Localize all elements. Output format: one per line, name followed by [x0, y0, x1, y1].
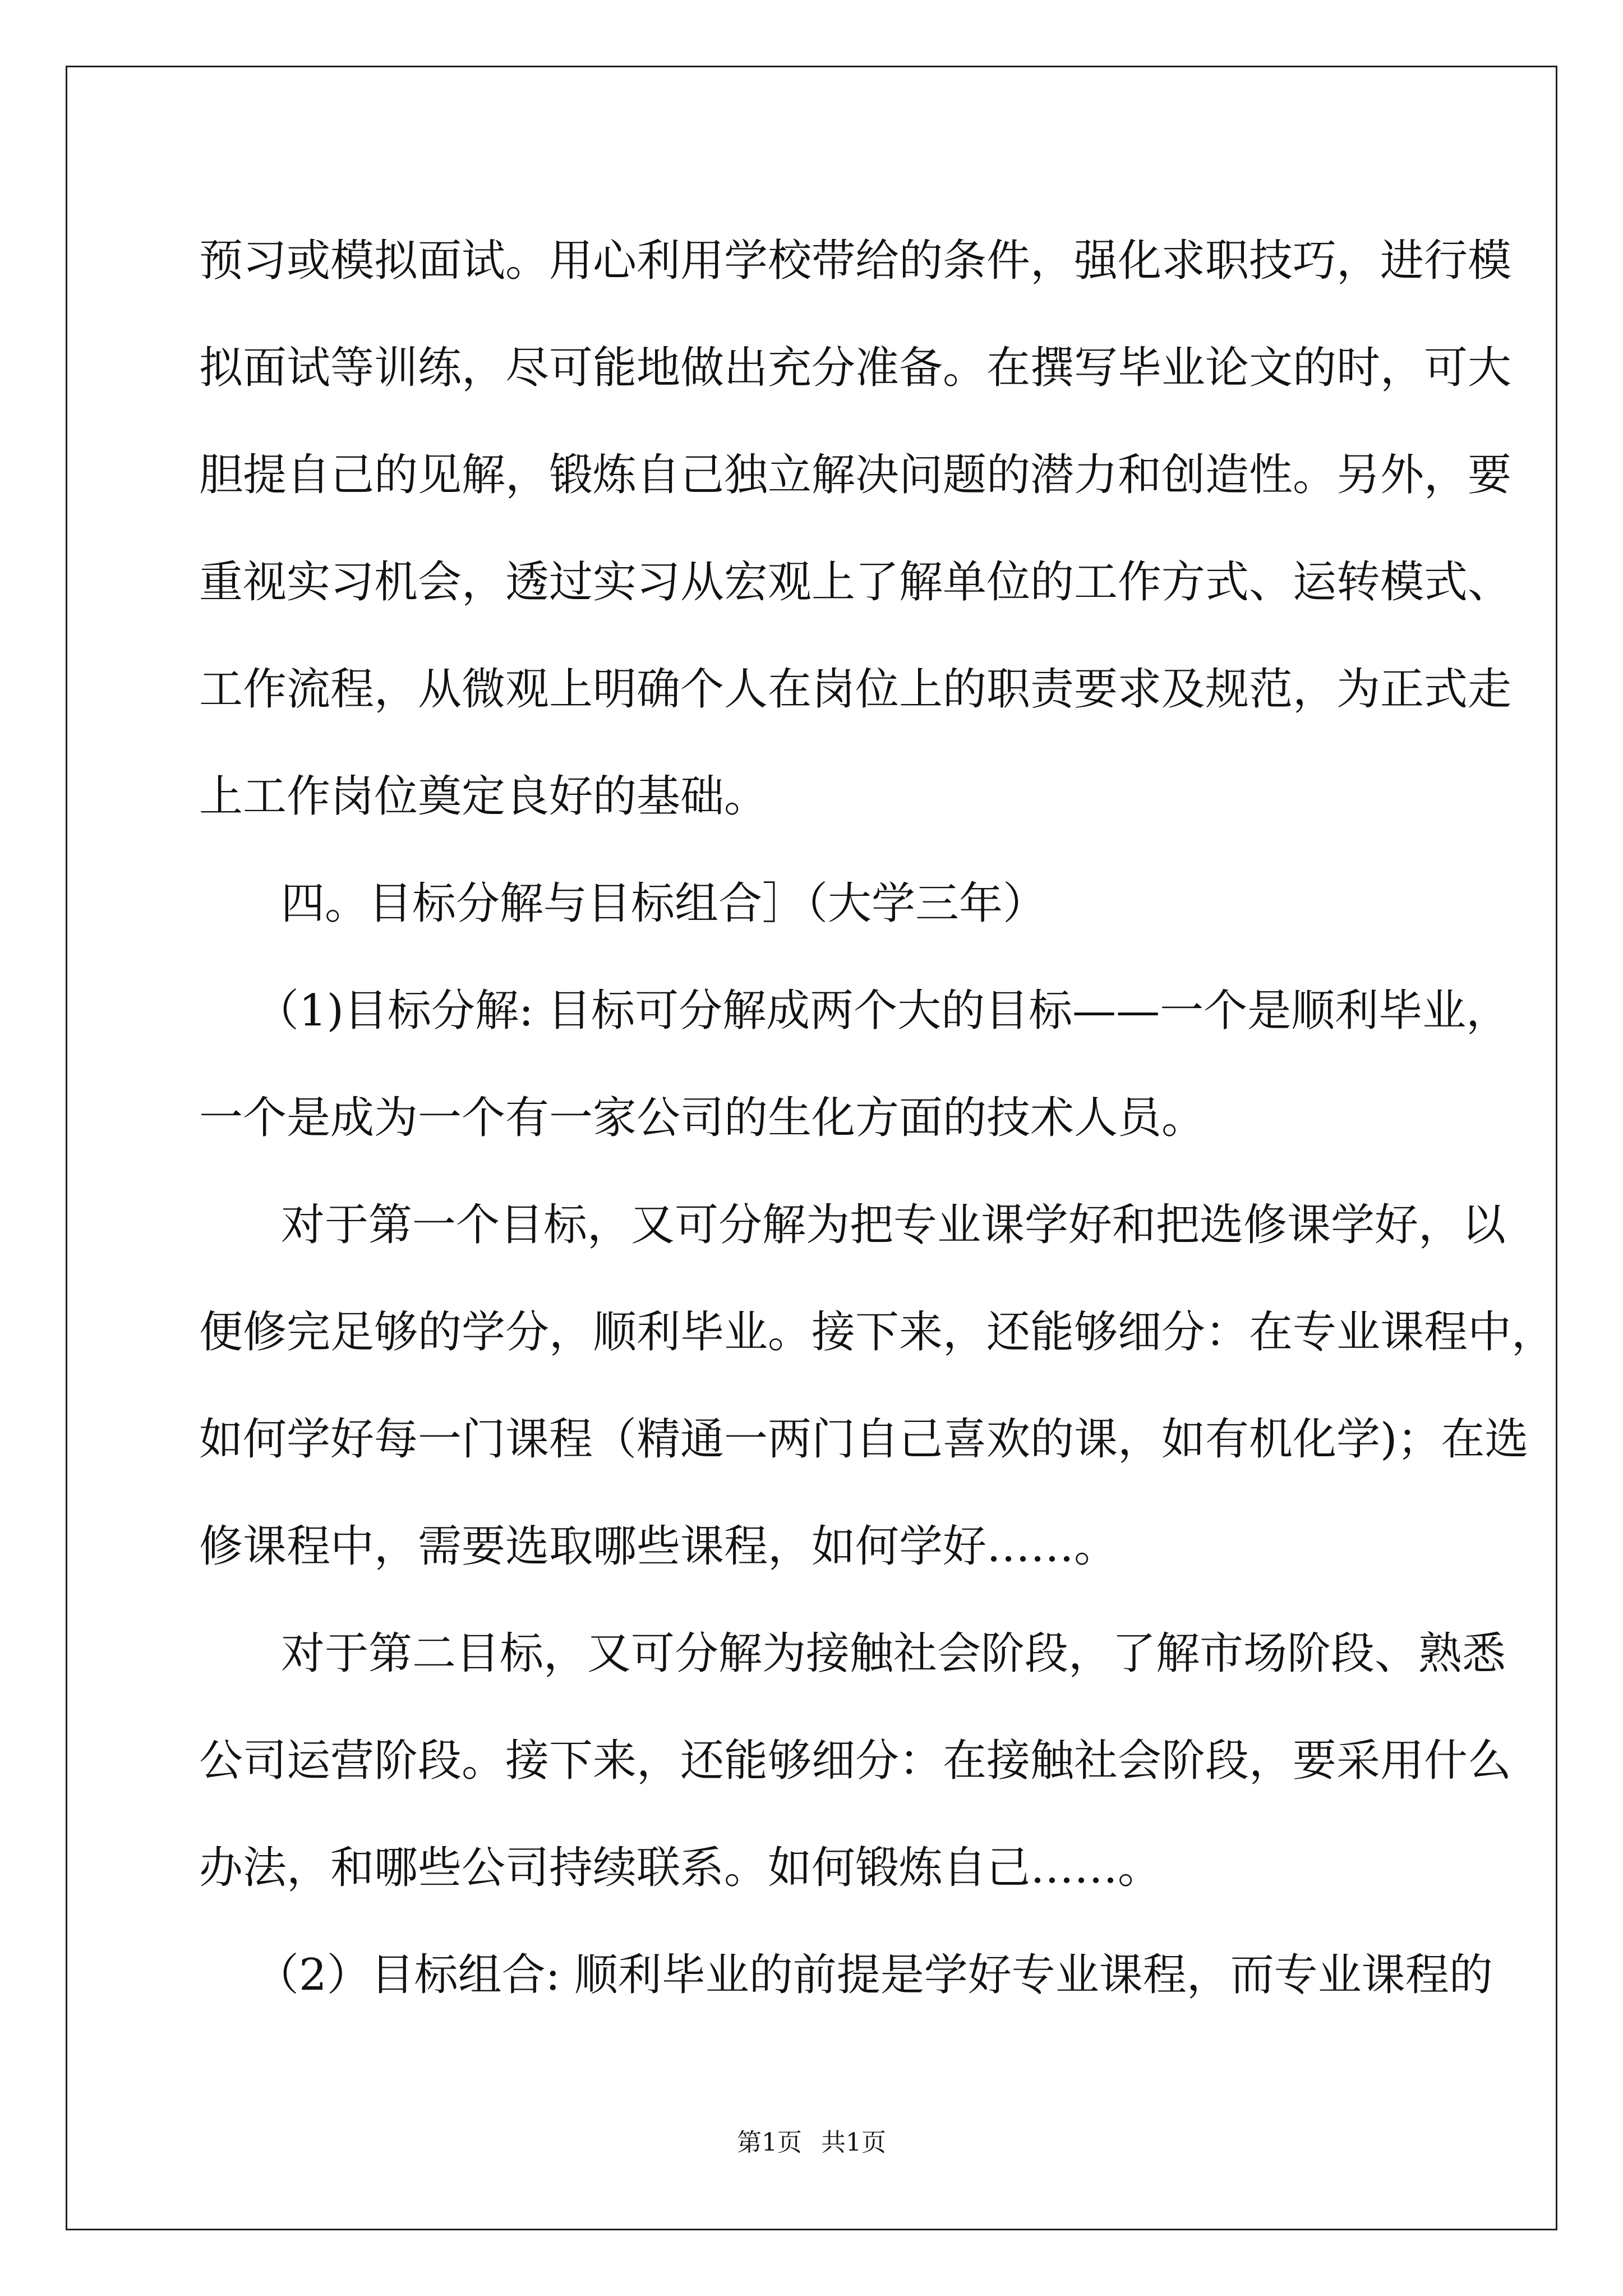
paragraph-line: 预习或模拟面试。用心利用学校带给的条件，强化求职技巧，进行模: [199, 236, 1512, 286]
page-footer: [0, 2126, 1623, 2160]
section-heading: 四。目标分解与目标组合］（大学三年）: [281, 878, 1047, 929]
paragraph-line: 办法，和哪些公司持续联系。如何锻炼自己……。: [199, 1843, 1162, 1893]
paragraph-line: （2）目标组合: 顺利毕业的前提是学好专业课程，而专业课程的: [255, 1950, 1493, 2000]
paragraph-line: （1)目标分解: 目标可分解成两个大的目标——一个是顺利毕业，: [255, 986, 1510, 1036]
paragraph-line: 便修完足够的学分，顺利毕业。接下来，还能够细分：在专业课程中，: [199, 1307, 1556, 1358]
paragraph-line: 对于第一个目标，又可分解为把专业课学好和把选修课学好，以: [281, 1200, 1506, 1250]
paragraph-line: 上工作岗位奠定良好的基础。: [199, 771, 768, 822]
document-body: [199, 208, 1556, 2029]
paragraph-line: 拟面试等训练，尽可能地做出充分准备。在撰写毕业论文的时，可大: [199, 343, 1512, 393]
paragraph-line: 修课程中，需要选取哪些课程，如何学好……。: [199, 1521, 1118, 1572]
paragraph-line: 如何学好每一门课程（精通一两门自己喜欢的课，如有机化学)；在选: [199, 1414, 1529, 1465]
paragraph-line: 对于第二目标，又可分解为接触社会阶段，了解市场阶段、熟悉: [281, 1628, 1506, 1679]
page-total: 共1页: [821, 2128, 886, 2157]
page-number: 第1页: [737, 2128, 802, 2157]
paragraph-line: 公司运营阶段。接下来，还能够细分：在接触社会阶段，要采用什么: [199, 1736, 1512, 1786]
paragraph-line: 胆提自己的见解，锻炼自己独立解决问题的潜力和创造性。另外，要: [199, 450, 1512, 500]
paragraph-line: 重视实习机会，透过实习从宏观上了解单位的工作方式、运转模式、: [199, 557, 1512, 608]
paragraph-line: 工作流程，从微观上明确个人在岗位上的职责要求及规范，为正式走: [199, 664, 1512, 715]
paragraph-line: 一个是成为一个有一家公司的生化方面的技术人员。: [199, 1093, 1206, 1143]
